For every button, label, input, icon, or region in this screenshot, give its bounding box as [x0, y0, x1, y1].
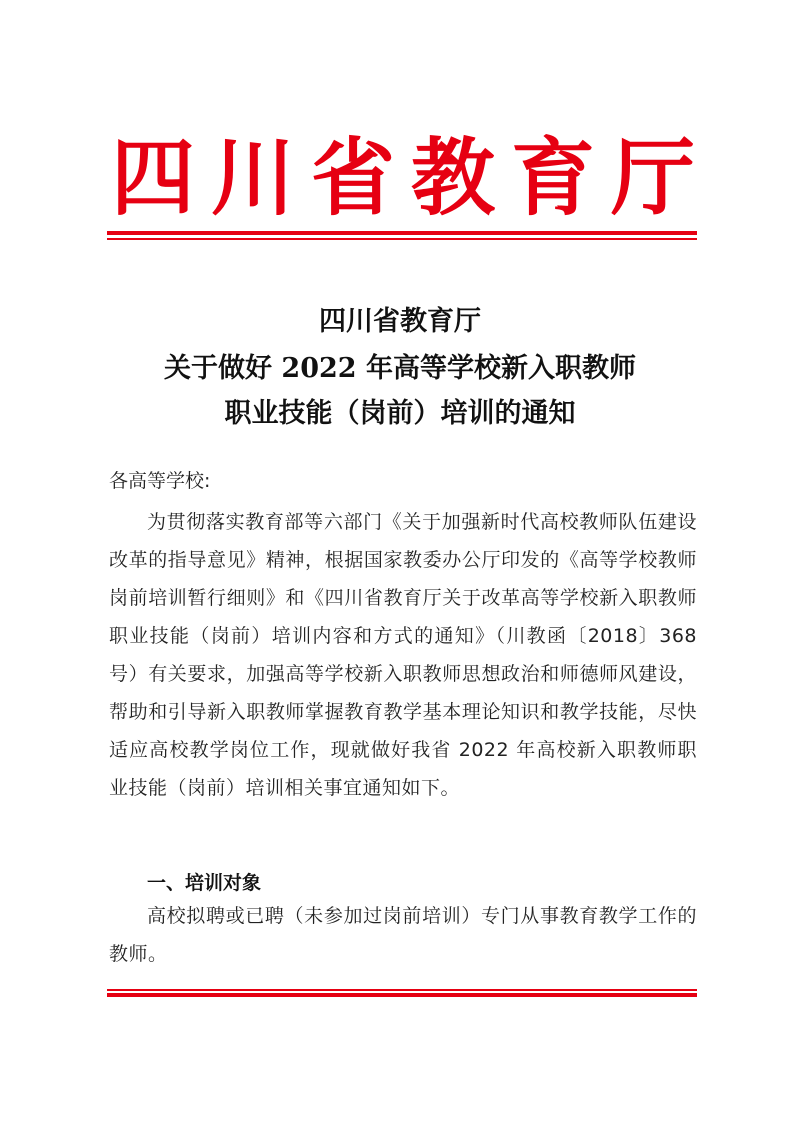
section-paragraph-1: 高校拟聘或已聘（未参加过岗前培训）专门从事教育教学工作的教师。 — [109, 905, 697, 965]
document-title-line-3: 职业技能（岗前）培训的通知 — [224, 398, 576, 429]
masthead-char: 育 — [510, 128, 595, 227]
masthead-char: 省 — [310, 128, 395, 227]
masthead-char: 厅 — [610, 128, 695, 227]
header-rule-thin — [107, 238, 697, 240]
masthead — [108, 128, 698, 228]
document-title-line-2: 关于做好 2022 年高等学校新入职教师 — [164, 353, 636, 384]
masthead-char: 四 — [110, 128, 195, 227]
footer-rule-thin — [107, 989, 697, 991]
header-rule-thick — [107, 231, 697, 235]
section-heading-1: 一、培训对象 — [147, 872, 262, 894]
body-paragraph-1: 为贯彻落实教育部等六部门《关于加强新时代高校教师队伍建设改革的指导意见》精神，根据国家教委办公厅印发的《高等学校教师岗前培训暂行细则》和《四川省教育厅关于改革高等学校新入职教师职业技能（岗前）培训内容和方式的通知》（川教函〔2018〕368 号）有关要求，加强高等学校新入职教师思想政治和师德师风建设，帮助和引导新入职教师掌握教育教学基本理论知识和教学技能，尽快适应高校教学岗位工作，现就做好我省 2022 年高校新入职教师职业技能（岗前）培训相关事宜通知如下。 — [109, 511, 697, 799]
salutation: 各高等学校: — [109, 470, 211, 492]
footer-rule-thick — [107, 993, 697, 997]
masthead-char: 教 — [410, 128, 495, 227]
masthead-char: 川 — [210, 128, 295, 227]
document-title-line-1: 四川省教育厅 — [319, 306, 481, 337]
